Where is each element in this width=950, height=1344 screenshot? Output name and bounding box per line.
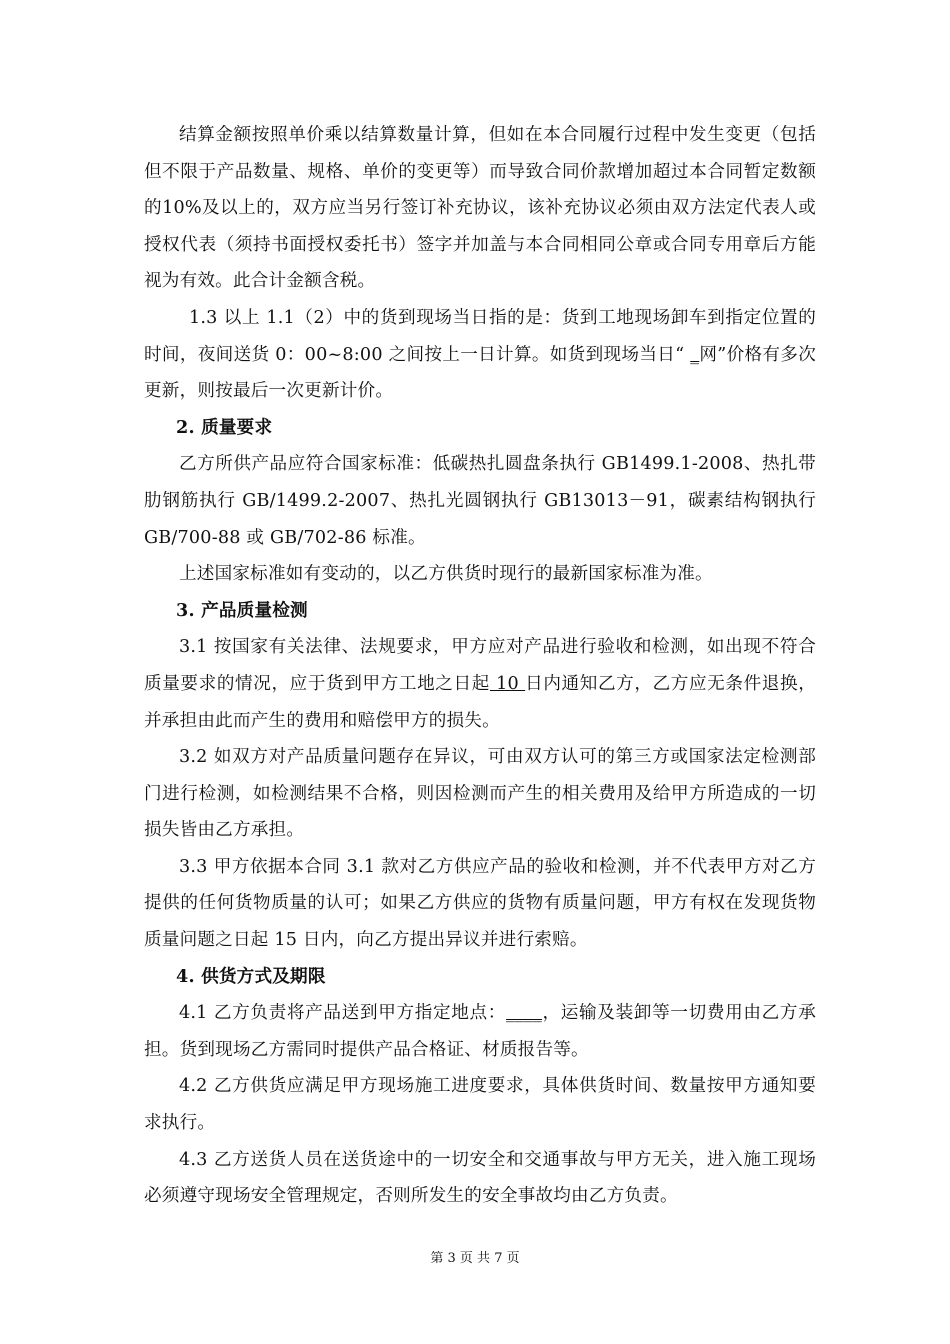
- paragraph-1-3-text-a: 1.3 以上 1.1（2）中的货到现场当日指的是：货到工地现场卸车到指定位置的时间，夜间送货 0：00~8:00 之间按上一日计算。如货到现场当日“: [144, 307, 816, 365]
- page-number-footer: 第 3 页 共 7 页: [430, 1251, 520, 1266]
- paragraph-settlement-amount: 结算金额按照单价乘以结算数量计算，但如在本合同履行过程中发生变更（包括但不限于产品数量、规格、单价的变更等）而导致合同价款增加超过本合同暂定数额的10%及以上的，双方应当另行签订补充协议，该补充协议必须由双方法定代表人或授权代表（须持书面授权委托书）签字并加盖与本合同相同公章或合同专用章后方能视为有效。此合计金额含税。: [144, 125, 816, 292]
- paragraph-3-1-inspection: [144, 629, 816, 739]
- document-body: [144, 117, 816, 1215]
- paragraph-1-3-text-b: 网”价格有多次更新，则按最后一次更新计价。: [144, 344, 816, 402]
- paragraph-4-1-text-b: ，运输及装卸等一切费用由乙方承担。货到现场乙方需同时提供产品合格证、材质报告等。: [144, 1003, 816, 1060]
- paragraph-1-3-delivery-day: [144, 300, 816, 410]
- delivery-location-blank: ____: [506, 1003, 543, 1024]
- paragraph-3-1-text-b: 日内通知乙方，乙方应无条件退换，并承担由此而产生的费用和赔偿甲方的损失。: [144, 673, 817, 731]
- paragraph-standard-changes: 上述国家标准如有变动的，以乙方供货时现行的最新国家标准为准。: [179, 564, 713, 585]
- paragraph-3-3-acceptance: 3.3 甲方依据本合同 3.1 款对乙方供应产品的验收和检测，并不代表甲方对乙方提供的任何货物质量的认可；如果乙方供应的货物有质量问题，甲方有权在发现货物质量问题之日起 15 日内，向乙方提出异议并进行索赔。: [144, 856, 816, 951]
- heading-quality-requirements: 2. 质量要求: [176, 416, 273, 438]
- paragraph-3-2-dispute: 3.2 如双方对产品质量问题存在异议，可由双方认可的第三方或国家法定检测部门进行检测，如检测结果不合格，则因检测而产生的相关费用及给甲方所造成的一切损失皆由乙方承担。: [144, 747, 816, 841]
- heading-delivery-method: 4. 供货方式及期限: [176, 965, 326, 987]
- paragraph-4-2-schedule: 4.2 乙方供货应满足甲方现场施工进度要求，具体供货时间、数量按甲方通知要求执行。: [144, 1076, 816, 1134]
- paragraph-4-1-text-a: 4.1 乙方负责将产品送到甲方指定地点：: [179, 1003, 507, 1024]
- paragraph-national-standards: 乙方所供产品应符合国家标准：低碳热扎圆盘条执行 GB1499.1-2008、热扎带肋钢筋执行 GB/1499.2-2007、热扎光圆钢执行 GB13013－91，碳素结构钢执行 GB/700-88 或 GB/702-86 标准。: [144, 454, 816, 548]
- paragraph-4-3-safety: 4.3 乙方送货人员在送货途中的一切安全和交通事故与甲方无关，进入施工现场必须遵守现场安全管理规定，否则所发生的安全事故均由乙方负责。: [144, 1149, 816, 1207]
- price-website-blank: _: [690, 344, 700, 365]
- paragraph-3-1-text-a: 3.1 按国家有关法律、法规要求，甲方应对产品进行验收和检测，如出现不符合质量要求的情况，应于货到甲方工地之日起: [144, 637, 816, 694]
- heading-quality-inspection: 3. 产品质量检测: [176, 599, 308, 621]
- notice-days-value: 10: [489, 673, 526, 694]
- paragraph-4-1-delivery-location: [144, 995, 816, 1068]
